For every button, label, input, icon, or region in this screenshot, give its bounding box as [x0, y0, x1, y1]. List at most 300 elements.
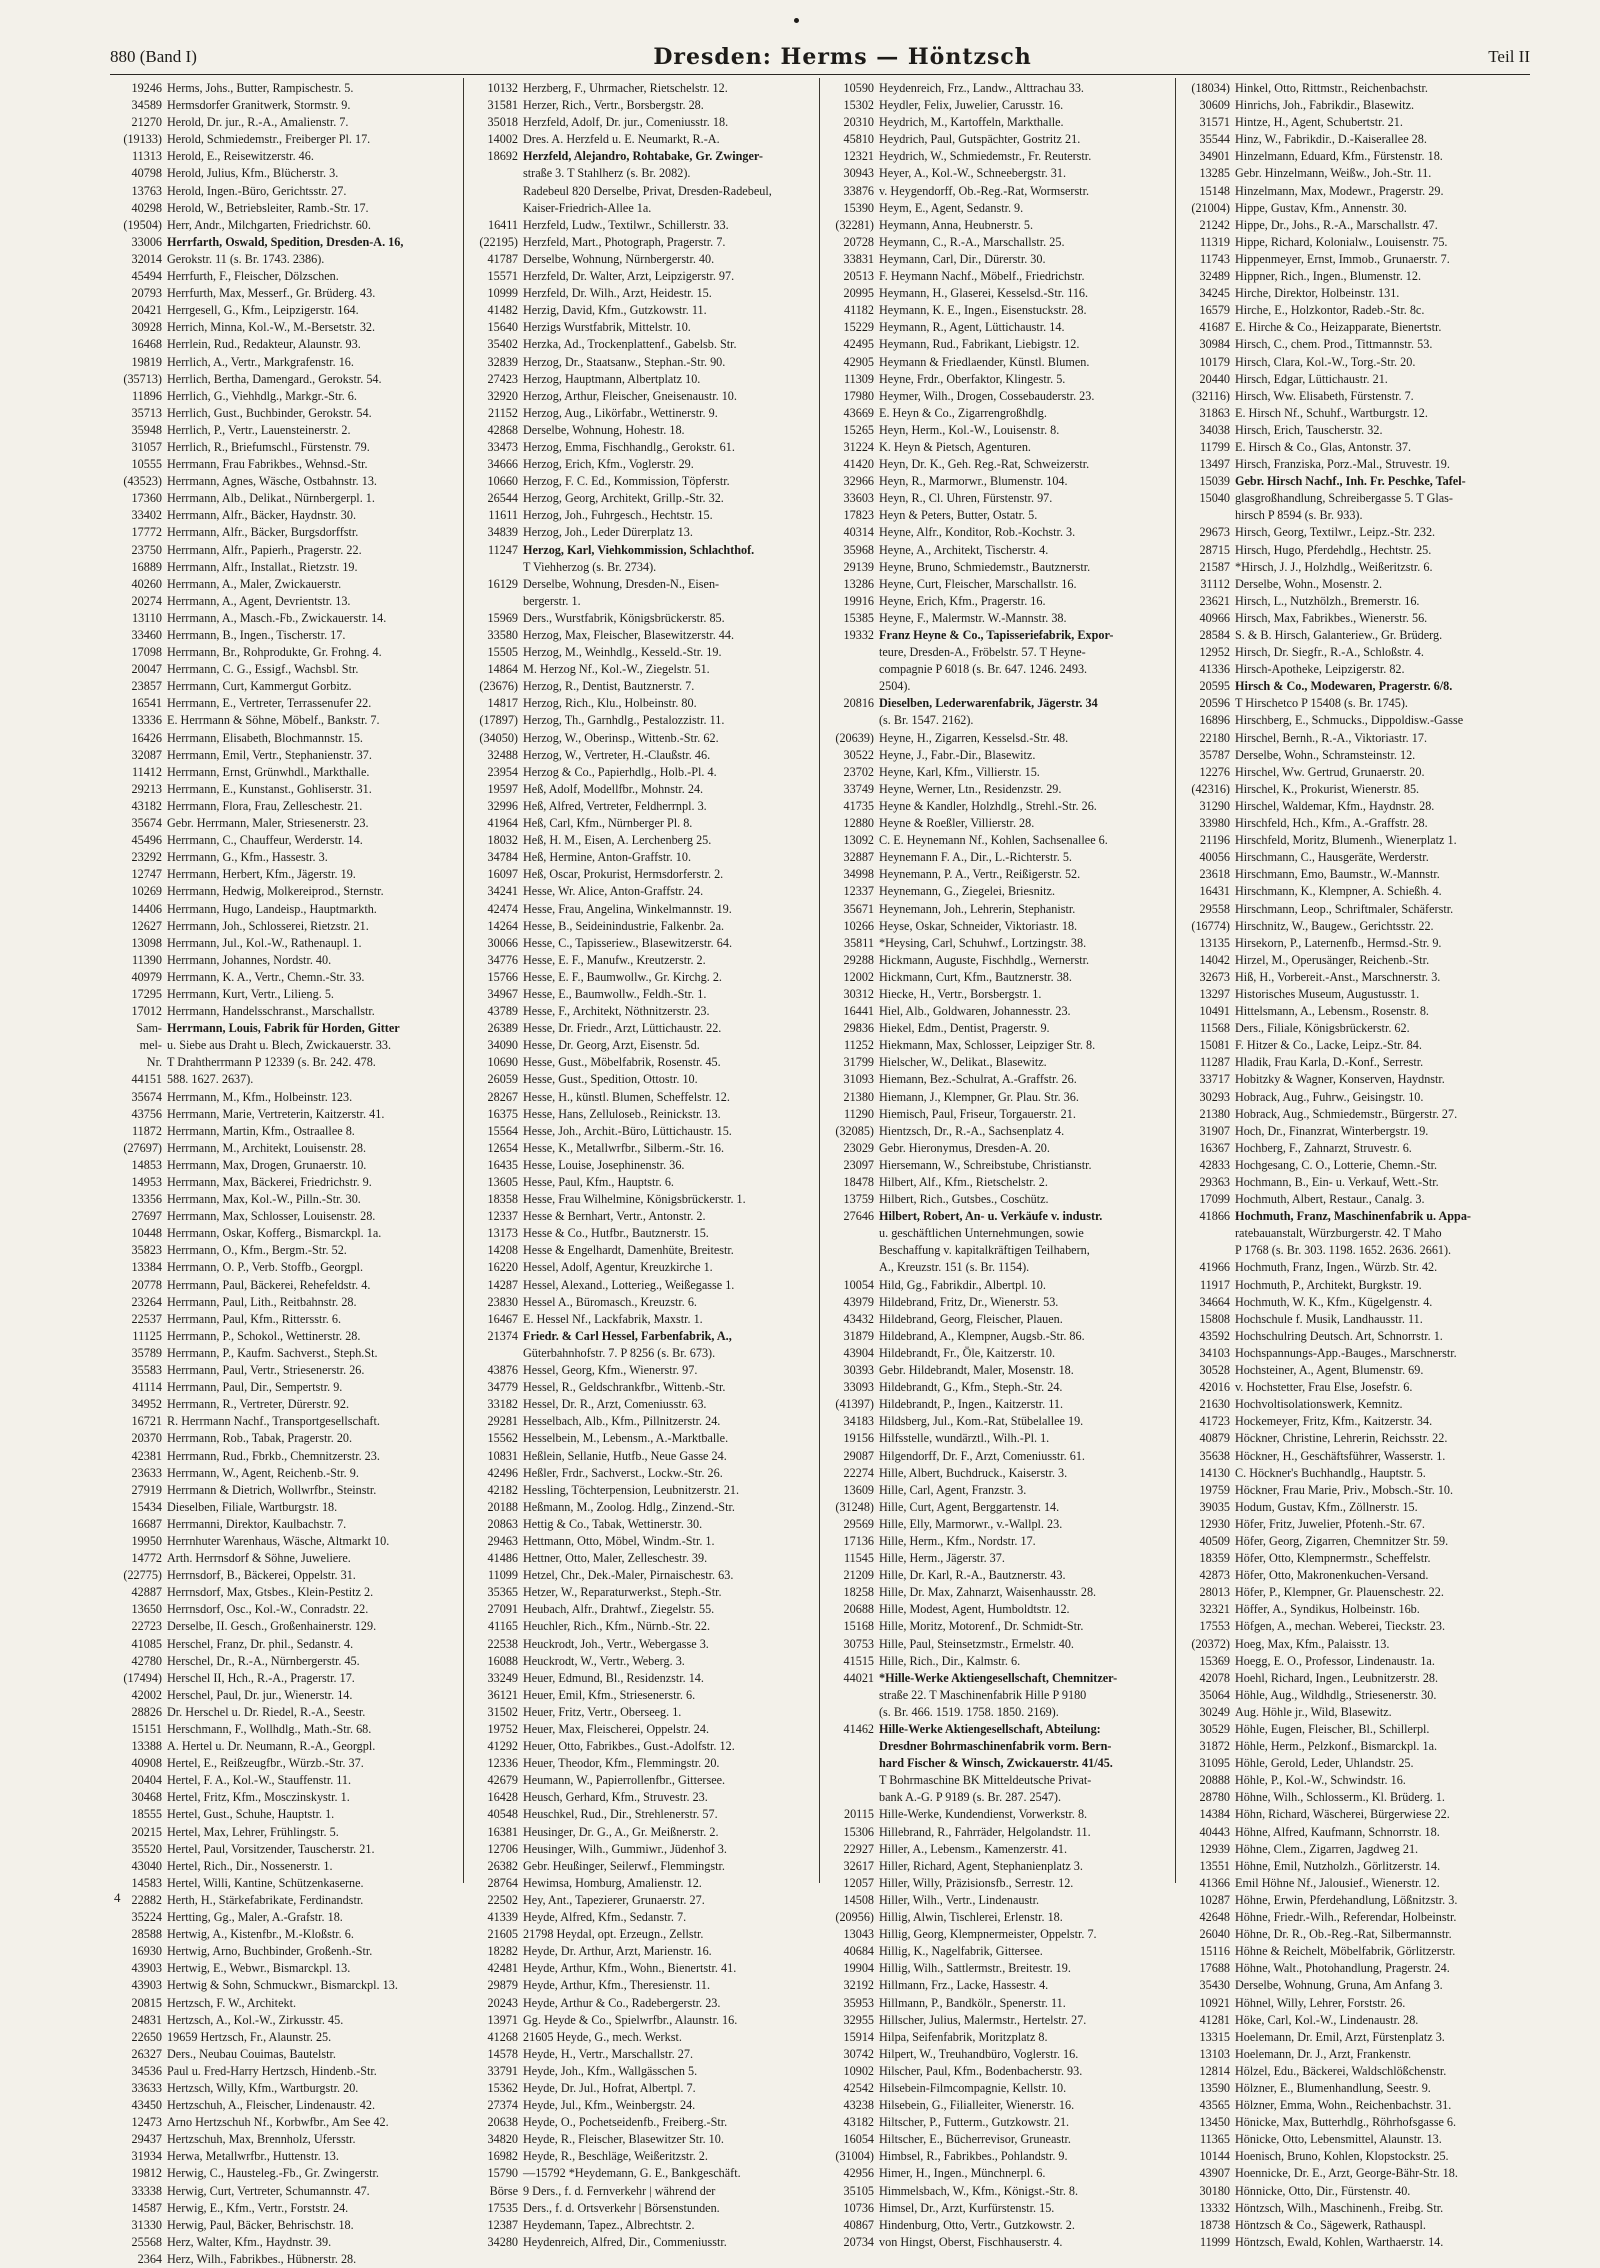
phone-number: (17494) — [123, 1670, 162, 1685]
entry-text: Hielscher, W., Delikat., Blasewitz. — [879, 1055, 1047, 1070]
phone-number: 16930 — [131, 1944, 162, 1959]
entry-text: 21798 Heydal, opt. Erzeugn., Zellstr. — [523, 1927, 704, 1942]
directory-entry — [112, 1977, 459, 1994]
phone-number: 11917 — [1199, 1277, 1230, 1292]
entry-text: Hille, Rich., Dir., Kalmstr. 6. — [879, 1653, 1021, 1668]
phone-number: 40056 — [1199, 850, 1230, 865]
directory-entry — [824, 1482, 1171, 1499]
phone-number: 11743 — [1199, 251, 1230, 266]
phone-number: 13590 — [1199, 2080, 1230, 2095]
directory-entry — [824, 1806, 1171, 1823]
entry-text: Hönicke, Otto, Lebensmittel, Alaunstr. 13. — [1235, 2132, 1442, 2147]
entry-text: Herrmann, C. G., Essigf., Wachsbl. Str. — [167, 662, 359, 677]
phone-number: 31057 — [131, 439, 162, 454]
entry-text: Höhle, Gerold, Leder, Uhlandstr. 25. — [1235, 1756, 1414, 1771]
directory-entry — [1180, 1140, 1528, 1157]
directory-entry — [112, 1294, 459, 1311]
directory-entry — [824, 1208, 1171, 1225]
entry-text: Herzog, Georg, Architekt, Grillp.-Str. 32. — [523, 491, 724, 506]
phone-number: 15265 — [843, 422, 874, 437]
entry-text: Herzog, R., Dentist, Bautznerstr. 7. — [523, 679, 695, 694]
entry-text: Herrmann, P., Kaufm. Sachverst., Steph.St. — [167, 1345, 378, 1360]
directory-entry — [468, 2012, 815, 2029]
entry-text: Herms, Johs., Butter, Rampischestr. 5. — [167, 81, 354, 95]
directory-entry — [468, 1772, 815, 1789]
entry-text: Hochmann, B., Ein- u. Verkauf, Wett.-Str. — [1235, 1175, 1439, 1189]
entry-text: Hillig, Wilh., Sattlermstr., Breitestr. 19. — [879, 1961, 1071, 1976]
directory-entry — [468, 1806, 815, 1823]
phone-number: 15808 — [1199, 1311, 1230, 1326]
phone-number: 43040 — [131, 1858, 162, 1873]
directory-entry — [824, 1123, 1171, 1140]
entry-text: Herschmann, F., Wollhdlg., Math.-Str. 68. — [167, 1722, 372, 1736]
phone-number: (34050) — [479, 730, 518, 745]
phone-number: 41268 — [487, 2029, 518, 2044]
directory-entry — [824, 1071, 1171, 1088]
phone-number: 16889 — [131, 559, 162, 574]
directory-entry — [468, 1687, 815, 1704]
entry-text: 2504). — [879, 679, 911, 694]
entry-text: Hetzer, W., Reparaturwerkst., Steph.-Str. — [523, 1585, 722, 1600]
phone-number: 20816 — [843, 696, 874, 711]
phone-number — [1180, 1242, 1235, 1259]
phone-number: 11568 — [1199, 1021, 1230, 1036]
entry-text: Hochmuth, P., Architekt, Burgkstr. 19. — [1235, 1277, 1422, 1292]
directory-entry — [468, 1089, 815, 1106]
entry-text: Heydrich, W., Schmiedemstr., Fr. Reuterstr. — [879, 149, 1092, 164]
directory-entry — [468, 1379, 815, 1396]
entry-text: Hirche, Direktor, Holbeinstr. 131. — [1235, 286, 1400, 301]
phone-number: 44151 — [131, 1072, 162, 1087]
phone-number: 41964 — [487, 816, 518, 831]
directory-entry — [824, 593, 1171, 610]
directory-entry — [112, 1071, 459, 1088]
phone-number: 35787 — [1199, 747, 1230, 762]
entry-text: Hettmann, Otto, Möbel, Windm.-Str. 1. — [523, 1533, 715, 1548]
phone-number: 13497 — [1199, 457, 1230, 472]
phone-number: 23830 — [487, 1294, 518, 1309]
phone-number: 10491 — [1199, 1004, 1230, 1019]
directory-entry — [468, 1448, 815, 1465]
phone-number: 13356 — [131, 1192, 162, 1207]
directory-entry — [468, 627, 815, 644]
directory-entry — [824, 815, 1171, 832]
phone-number: 17980 — [843, 388, 874, 403]
phone-number: 23750 — [131, 542, 162, 557]
directory-entry — [468, 2029, 815, 2046]
entry-text: Herrmann, R., Vertreter, Dürerstr. 92. — [167, 1397, 350, 1412]
phone-number: 20815 — [131, 1995, 162, 2010]
directory-entry — [1180, 1601, 1528, 1618]
entry-text: Höhle, P., Kol.-W., Schwindstr. 16. — [1235, 1773, 1406, 1788]
directory-entry — [112, 251, 459, 268]
directory-entry — [468, 336, 815, 353]
phone-number: (16774) — [1191, 918, 1230, 933]
phone-number: 11319 — [1199, 234, 1230, 249]
directory-entry — [112, 1772, 459, 1789]
entry-text: Herr, Andr., Milchgarten, Friedrichstr. 60. — [167, 217, 371, 232]
directory-entry — [112, 1721, 459, 1738]
entry-text: Herrmann, Marie, Vertreterin, Kaitzerstr. 41. — [167, 1106, 385, 1121]
phone-number: 15148 — [1199, 183, 1230, 198]
entry-text: Gg. Heyde & Co., Spielwrfbr., Alaunstr. 16. — [523, 2012, 738, 2027]
directory-entry — [824, 644, 1171, 661]
directory-entry — [824, 1550, 1171, 1567]
phone-number: 16468 — [131, 337, 162, 352]
directory-entry — [468, 1174, 815, 1191]
directory-entry — [112, 1841, 459, 1858]
directory-entry — [1180, 1995, 1528, 2012]
phone-number: 13763 — [131, 183, 162, 198]
entry-text: Himsel, Dr., Arzt, Kurfürstenstr. 15. — [879, 2200, 1055, 2215]
phone-number: 18692 — [487, 149, 518, 164]
directory-entry — [112, 217, 459, 234]
phone-number: 20370 — [131, 1431, 162, 1446]
directory-entry — [468, 2063, 815, 2080]
entry-text: Radebeul 820 Derselbe, Privat, Dresden-Radebeul, — [523, 183, 772, 198]
directory-entry — [112, 388, 459, 405]
entry-text: Hirche, E., Holzkontor, Radeb.-Str. 8c. — [1235, 303, 1425, 318]
entry-text: Hettig & Co., Tabak, Wettinerstr. 30. — [523, 1516, 703, 1531]
entry-text: Herrmann, Emil, Vertr., Stephanienstr. 37. — [167, 747, 372, 762]
directory-entry — [1180, 1089, 1528, 1106]
entry-text: Hoeg, Max, Kfm., Palaisstr. 13. — [1235, 1636, 1390, 1651]
directory-entry — [824, 1789, 1171, 1806]
directory-entry — [112, 1191, 459, 1208]
phone-number: 28584 — [1199, 628, 1230, 642]
directory-entry — [1180, 507, 1528, 524]
directory-entry — [112, 969, 459, 986]
phone-number: 14587 — [131, 2200, 162, 2215]
phone-number: 21152 — [487, 405, 518, 420]
phone-number: 14042 — [1199, 952, 1230, 967]
entry-text: Hiemisch, Paul, Friseur, Torgauerstr. 21. — [879, 1106, 1076, 1121]
phone-number: (22195) — [479, 234, 518, 249]
directory-entry — [824, 781, 1171, 798]
entry-text: Heyde, Dr. Jul., Hofrat, Albertpl. 7. — [523, 2080, 696, 2095]
entry-text: Friedr. & Carl Hessel, Farbenfabrik, A., — [523, 1328, 732, 1343]
directory-entry — [112, 866, 459, 883]
phone-number: 14264 — [487, 918, 518, 933]
directory-entry — [824, 251, 1171, 268]
directory-entry — [1180, 610, 1528, 627]
directory-entry — [468, 764, 815, 781]
directory-entry — [112, 524, 459, 541]
directory-entry — [824, 1738, 1171, 1755]
entry-text: Hesse, Hans, Zelluloseb., Reinickstr. 13. — [523, 1106, 721, 1121]
phone-number: 18478 — [843, 1175, 874, 1189]
phone-number: 41735 — [843, 798, 874, 813]
phone-number: 35823 — [131, 1243, 162, 1258]
entry-text: Hirzel, M., Operusänger, Reichenb.-Str. — [1235, 952, 1430, 967]
directory-entry — [1180, 1704, 1528, 1721]
directory-entry — [1180, 969, 1528, 986]
directory-entry — [1180, 1106, 1528, 1123]
directory-entry — [112, 1755, 459, 1772]
directory-entry — [468, 1345, 815, 1362]
directory-entry — [468, 918, 815, 935]
entry-text: Hölzner, E., Blumenhandlung, Seestr. 9. — [1235, 2080, 1431, 2095]
directory-entry — [824, 234, 1171, 251]
phone-number: 43592 — [1199, 1328, 1230, 1343]
entry-text: Höfer, Fritz, Juwelier, Pfotenh.-Str. 67. — [1235, 1516, 1425, 1531]
directory-entry — [112, 1687, 459, 1704]
directory-entry — [1180, 302, 1528, 319]
entry-text: Herzog, Joh., Fuhrgesch., Hechtstr. 15. — [523, 508, 713, 523]
directory-entry — [468, 2097, 815, 2114]
directory-entry — [1180, 1636, 1528, 1653]
entry-text: Hochschule f. Musik, Landhausstr. 11. — [1235, 1311, 1423, 1326]
phone-number: 30742 — [843, 2046, 874, 2061]
phone-number: 20734 — [843, 2234, 874, 2249]
entry-text: Herrlein, Rud., Redakteur, Alaunstr. 93. — [167, 337, 361, 352]
directory-column-2 — [464, 78, 820, 2249]
entry-text: Herschel II, Hch., R.-A., Pragerstr. 17. — [167, 1670, 355, 1685]
entry-text: Derselbe, Wohnung, Gruna, Am Anfang 3. — [1235, 1978, 1443, 1993]
directory-entry — [112, 131, 459, 148]
entry-text: Herrmann, Alfr., Bäcker, Burgsdorffstr. — [167, 525, 359, 540]
entry-text: Herrmann, Br., Rohprodukte, Gr. Frohng. 4. — [167, 645, 382, 660]
directory-entry — [468, 97, 815, 114]
directory-entry — [1180, 849, 1528, 866]
entry-text: Hirschel, Bernh., R.-A., Viktoriastr. 17. — [1235, 730, 1427, 745]
directory-entry — [1180, 883, 1528, 900]
directory-entry — [112, 1003, 459, 1020]
entry-text: Dieselben, Lederwarenfabrik, Jägerstr. 34 — [879, 696, 1098, 711]
directory-entry — [468, 576, 815, 593]
entry-text: Höntzsch, Ewald, Kohlen, Warthaerstr. 14. — [1235, 2234, 1444, 2249]
phone-number — [468, 165, 523, 182]
entry-text: Hettner, Otto, Maler, Zelleschestr. 39. — [523, 1551, 708, 1566]
directory-entry — [468, 661, 815, 678]
entry-text: Herwig, E., Kfm., Vertr., Forststr. 24. — [167, 2200, 349, 2215]
directory-entry — [824, 542, 1171, 559]
directory-entry — [824, 712, 1171, 729]
directory-entry — [112, 1670, 459, 1687]
directory-entry — [468, 1618, 815, 1635]
phone-number: 33876 — [843, 183, 874, 198]
phone-number: 10269 — [131, 884, 162, 899]
phone-number: 33580 — [487, 628, 518, 642]
entry-text: Hille-Werke, Kundendienst, Vorwerkstr. 8. — [879, 1807, 1088, 1822]
phone-number: (22775) — [123, 1568, 162, 1583]
entry-text: Hille, Albert, Buchdruck., Kaiserstr. 3. — [879, 1465, 1068, 1480]
phone-number: 13286 — [843, 576, 874, 591]
phone-number: 23097 — [843, 1157, 874, 1172]
phone-number: (42316) — [1191, 781, 1230, 796]
phone-number: 10590 — [843, 81, 874, 95]
phone-number: 32966 — [843, 474, 874, 489]
phone-number: 35402 — [487, 337, 518, 352]
directory-entry — [824, 1516, 1171, 1533]
directory-entry — [112, 1601, 459, 1618]
phone-number: 22650 — [131, 2029, 162, 2044]
directory-entry — [112, 1636, 459, 1653]
phone-number: 26327 — [131, 2046, 162, 2061]
entry-text: Hirsch, L., Nutzhölzh., Bremerstr. 16. — [1235, 593, 1420, 608]
phone-number: (19133) — [123, 132, 162, 147]
entry-text: Höhne, Dr. R., Ob.-Reg.-Rat, Silbermannstr. — [1235, 1927, 1452, 1942]
directory-entry — [824, 1687, 1171, 1704]
entry-text: Heymann, H., Glaserei, Kesselsd.-Str. 116. — [879, 286, 1089, 301]
phone-number: 30943 — [843, 166, 874, 181]
phone-number: 31290 — [1199, 798, 1230, 813]
entry-text: Heyn, R., Cl. Uhren, Fürstenstr. 97. — [879, 491, 1053, 506]
phone-number: 12952 — [1199, 645, 1230, 660]
entry-text: Heyde, R., Fleischer, Blasewitzer Str. 10. — [523, 2132, 724, 2147]
entry-text: Hillmann, Frz., Lacke, Hassestr. 4. — [879, 1978, 1049, 1993]
directory-entry — [468, 1567, 815, 1584]
directory-entry — [824, 1191, 1171, 1208]
entry-text: Hockemeyer, Fritz, Kfm., Kaitzerstr. 34. — [1235, 1414, 1433, 1429]
entry-text: A., Kreuzstr. 151 (s. Br. 1154). — [879, 1260, 1030, 1275]
directory-entry — [468, 610, 815, 627]
directory-entry — [112, 695, 459, 712]
phone-number: 40260 — [131, 576, 162, 591]
entry-text: Herzog, M., Weinhdlg., Kesseld.-Str. 19. — [523, 645, 722, 660]
entry-text: Hochvoltisolationswerk, Kemnitz. — [1235, 1397, 1403, 1412]
entry-text: Hodum, Gustav, Kfm., Zöllnerstr. 15. — [1235, 1499, 1418, 1514]
entry-text: Heydemann, Tapez., Albrechtstr. 2. — [523, 2217, 695, 2232]
entry-text: Hesse, Frau Wilhelmine, Königsbrückerstr. 1. — [523, 1192, 746, 1207]
directory-entry — [112, 2046, 459, 2063]
phone-number: (32281) — [835, 217, 874, 232]
phone-number: 35105 — [843, 2183, 874, 2198]
directory-entry — [112, 148, 459, 165]
phone-number: 35674 — [131, 816, 162, 831]
phone-number: 33093 — [843, 1380, 874, 1395]
directory-entry — [468, 593, 815, 610]
entry-text: Paul u. Fred-Harry Hertzsch, Hindenb.-Str. — [167, 2063, 377, 2078]
directory-entry — [112, 422, 459, 439]
directory-entry — [1180, 1909, 1528, 1926]
phone-number: 17688 — [1199, 1961, 1230, 1976]
phone-number: 12654 — [487, 1140, 518, 1155]
entry-text: Derselbe, Wohnung, Dresden-N., Eisen- — [523, 576, 720, 591]
phone-number: 19246 — [131, 81, 162, 95]
entry-text: Heßler, Frdr., Sachverst., Lockw.-Str. 26. — [523, 1465, 723, 1480]
entry-text: Hippe, Dr., Johs., R.-A., Marschallstr. 47. — [1235, 217, 1438, 232]
phone-number: (27697) — [123, 1140, 162, 1155]
phone-number: 15369 — [1199, 1653, 1230, 1668]
phone-number: 42542 — [843, 2080, 874, 2095]
phone-number: 13384 — [131, 1260, 162, 1275]
directory-entry — [112, 935, 459, 952]
directory-entry — [824, 1704, 1171, 1721]
phone-number: 13043 — [843, 1927, 874, 1942]
phone-number: (32085) — [835, 1123, 874, 1138]
directory-entry — [112, 2114, 459, 2131]
entry-text: Heydrich, Paul, Gutspächter, Gostritz 21. — [879, 132, 1081, 147]
directory-entry — [824, 1995, 1171, 2012]
directory-entry — [1180, 1071, 1528, 1088]
directory-entry — [1180, 747, 1528, 764]
phone-number: 41486 — [487, 1551, 518, 1566]
phone-number — [824, 1259, 879, 1276]
phone-number: 10287 — [1199, 1892, 1230, 1907]
entry-text: Hessel, Adolf, Agentur, Kreuzkirche 1. — [523, 1260, 713, 1275]
entry-text: Herwig, Curt, Vertreter, Schumannstr. 47. — [167, 2183, 370, 2198]
entry-text: *Hille-Werke Aktiengesellschaft, Chemnitzer- — [879, 1670, 1118, 1685]
phone-number — [1180, 507, 1235, 524]
entry-text: Herrmanni, Direktor, Kaulbachstr. 7. — [167, 1516, 347, 1531]
directory-entry — [468, 815, 815, 832]
entry-text: Höhne, Clem., Zigarren, Jagdweg 21. — [1235, 1841, 1419, 1856]
phone-number: 16467 — [487, 1311, 518, 1326]
entry-text: Heynemann, Joh., Lehrerin, Stephanistr. — [879, 901, 1076, 916]
directory-entry — [468, 901, 815, 918]
entry-text: Hille-Werke Aktiengesellschaft, Abteilung: — [879, 1722, 1101, 1736]
phone-number: 42481 — [487, 1961, 518, 1976]
phone-number: 34245 — [1199, 286, 1230, 301]
entry-text: Himbsel, R., Fabrikbes., Pohlandstr. 9. — [879, 2149, 1068, 2164]
entry-text: Hirsch, Georg, Textilwr., Leipz.-Str. 232. — [1235, 525, 1436, 540]
entry-text: E. Hirsch Nf., Schuhf., Wartburgstr. 12. — [1235, 405, 1428, 420]
entry-text: Hladik, Frau Karla, D.-Konf., Serrestr. — [1235, 1055, 1424, 1070]
phone-number: 13336 — [131, 713, 162, 728]
phone-number: 29558 — [1199, 901, 1230, 916]
entry-text: Heuer, Otto, Fabrikbes., Gust.-Adolfstr. 12. — [523, 1739, 735, 1754]
entry-text: Hetzel, Chr., Dek.-Maler, Pirnaischestr. 63. — [523, 1568, 734, 1583]
directory-entry — [1180, 1926, 1528, 1943]
directory-entry — [824, 1943, 1171, 1960]
entry-text: Herzog, Emma, Fischhandlg., Gerokstr. 61. — [523, 439, 735, 454]
phone-number: 20863 — [487, 1516, 518, 1531]
entry-text: Herzog, Erich, Kfm., Voglerstr. 29. — [523, 457, 694, 472]
phone-number: 35671 — [843, 901, 874, 916]
entry-text: Heyer, A., Kol.-W., Schneebergstr. 31. — [879, 166, 1067, 181]
directory-entry — [1180, 183, 1528, 200]
directory-entry — [468, 1208, 815, 1225]
phone-number: 13297 — [1199, 986, 1230, 1001]
phone-number: 35365 — [487, 1585, 518, 1600]
entry-text: Herzfeld, Mart., Photograph, Pragerstr. 7. — [523, 234, 726, 249]
entry-text: Herz, Wilh., Fabrikbes., Hübnerstr. 28. — [167, 2251, 357, 2266]
phone-number: 21209 — [843, 1568, 874, 1583]
phone-number: 19812 — [131, 2166, 162, 2181]
phone-number: 16721 — [131, 1414, 162, 1429]
phone-number: 34280 — [487, 2234, 518, 2249]
entry-text: Herrmann, O. P., Verb. Stoffb., Georgpl. — [167, 1260, 363, 1275]
directory-entry — [468, 1396, 815, 1413]
phone-number: 28588 — [131, 1927, 162, 1942]
footer-mark: 4 — [114, 1890, 121, 1905]
phone-number: 40867 — [843, 2217, 874, 2232]
phone-number: 32920 — [487, 388, 518, 403]
phone-number: 40966 — [1199, 610, 1230, 625]
phone-number: 17136 — [843, 1533, 874, 1548]
directory-entry — [824, 1242, 1171, 1259]
phone-number: 10999 — [487, 286, 518, 301]
phone-number: 29673 — [1199, 525, 1230, 540]
directory-entry — [112, 2251, 459, 2268]
directory-entry — [824, 1960, 1171, 1977]
entry-text: Herrnsdorf, B., Bäckerei, Oppelstr. 31. — [167, 1568, 356, 1583]
entry-text: Hinzelmann, Max, Modewr., Pragerstr. 29. — [1235, 183, 1444, 198]
entry-text: Hesse, B., Seideinindustrie, Falkenbr. 2a. — [523, 918, 725, 933]
directory-entry — [824, 866, 1171, 883]
entry-text: Hermsdorfer Granitwerk, Stormstr. 9. — [167, 98, 351, 113]
directory-entry — [1180, 131, 1528, 148]
directory-entry — [468, 1601, 815, 1618]
directory-entry — [468, 2131, 815, 2148]
entry-text: Gebr. Hildebrandt, Maler, Mosenstr. 18. — [879, 1363, 1074, 1378]
phone-number: 13103 — [1199, 2046, 1230, 2061]
entry-text: Höhne, Emil, Nutzholzh., Görlitzerstr. 14. — [1235, 1858, 1441, 1873]
directory-entry — [468, 2183, 815, 2200]
phone-number: 42905 — [843, 354, 874, 369]
entry-text: Hessel, Alexand., Lotterieg., Weißegasse 1. — [523, 1277, 735, 1292]
